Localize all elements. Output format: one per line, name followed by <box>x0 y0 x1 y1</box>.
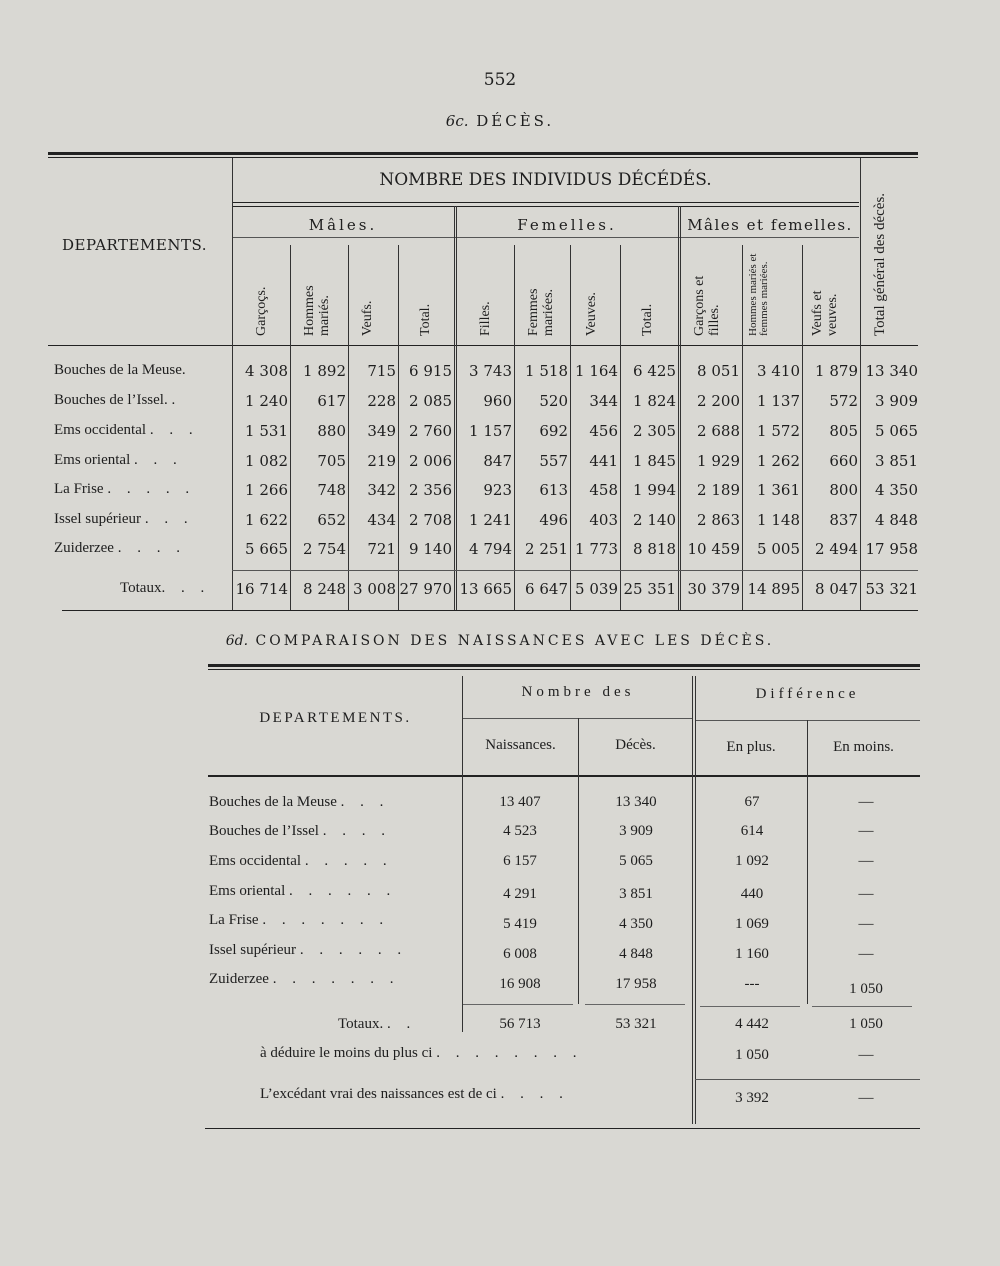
table-cell: — <box>858 886 874 902</box>
excess-label: L’excédant vrai des naissances est de ci . . . . <box>260 1086 569 1102</box>
col-header-veufs: Veufs. <box>360 300 375 336</box>
table-cell: 1 572 <box>757 422 800 440</box>
table-cell: 1 050 <box>849 1016 883 1032</box>
table-cell: 228 <box>367 392 396 410</box>
table-cell: — <box>858 853 874 869</box>
table-cell: 2 708 <box>409 511 452 529</box>
table-cell: 2 200 <box>697 392 740 410</box>
table-cell: 5 065 <box>875 422 918 440</box>
table-cell: 3 008 <box>353 580 396 598</box>
table-cell: 1 240 <box>245 392 288 410</box>
table-cell: 344 <box>589 392 618 410</box>
col-header-femmes-mariees: Femmes mariées. <box>526 288 556 336</box>
table-cell: 1 518 <box>525 362 568 380</box>
table-cell: — <box>858 916 874 932</box>
col-header-total-males: Total. <box>418 303 433 336</box>
table-cell: 6 647 <box>525 580 568 598</box>
totals-label-6d: Totaux. . . <box>338 1016 417 1032</box>
section-6c-title <box>0 112 1000 130</box>
table-cell: 456 <box>589 422 618 440</box>
table-row-label: La Frise . . . . . <box>54 481 196 497</box>
table-cell: 1 082 <box>245 452 288 470</box>
table-cell: 1 262 <box>757 452 800 470</box>
table-cell: 1 157 <box>469 422 512 440</box>
table-cell: 2 140 <box>633 511 676 529</box>
table-cell: 1 892 <box>303 362 346 380</box>
table-cell: 923 <box>483 481 512 499</box>
table-cell: --- <box>744 976 760 992</box>
table-cell: 4 350 <box>875 481 918 499</box>
table-cell: — <box>858 1090 874 1106</box>
table-cell: 1 148 <box>757 511 800 529</box>
table-cell: 2 305 <box>633 422 676 440</box>
table-cell: 1 994 <box>633 481 676 499</box>
table-cell: 4 350 <box>619 916 653 932</box>
table-cell: 1 266 <box>245 481 288 499</box>
main-header: NOMBRE DES INDIVIDUS DÉCÉDÉS. <box>379 170 712 190</box>
section-6c-heading: DÉCÈS. <box>476 112 555 130</box>
table-cell: 660 <box>829 452 858 470</box>
group-males: Mâles. <box>308 216 378 234</box>
table-cell: 13 665 <box>459 580 512 598</box>
table-row-label: Issel supérieur . . . <box>54 511 194 527</box>
table-cell: 8 051 <box>697 362 740 380</box>
table-cell: 219 <box>367 452 396 470</box>
table-cell: 557 <box>539 452 568 470</box>
table-cell: 16 714 <box>235 580 288 598</box>
table-cell: 692 <box>539 422 568 440</box>
table-cell: 715 <box>367 362 396 380</box>
table-cell: 652 <box>317 511 346 529</box>
table-cell: 496 <box>539 511 568 529</box>
table-cell: 2 085 <box>409 392 452 410</box>
table-cell: 2 863 <box>697 511 740 529</box>
table-cell: 1 773 <box>575 540 618 558</box>
table-cell: 1 050 <box>735 1047 769 1063</box>
table-cell: — <box>858 1047 874 1063</box>
group-males-females: Mâles et femelles. <box>687 216 853 234</box>
table-cell: 440 <box>740 886 764 902</box>
table-cell: 8 248 <box>303 580 346 598</box>
table-row-label: Bouches de la Meuse. <box>54 362 186 378</box>
table-cell: 25 351 <box>623 580 676 598</box>
table-cell: 1 092 <box>735 853 769 869</box>
group-females: Femelles. <box>517 216 617 234</box>
col-header-hommes-maries: Hommes mariés. <box>302 285 332 336</box>
table-cell: 614 <box>740 823 764 839</box>
table-cell: 5 005 <box>757 540 800 558</box>
table-cell: 13 407 <box>499 794 541 810</box>
table-cell: 4 848 <box>875 511 918 529</box>
table-cell: 2 356 <box>409 481 452 499</box>
table-row-label: Zuiderzee . . . . . . . <box>209 971 400 987</box>
table-cell: 3 909 <box>619 823 653 839</box>
table-cell: 6 157 <box>503 853 537 869</box>
table-cell: 56 713 <box>499 1016 541 1032</box>
table-cell: 1 050 <box>849 981 883 997</box>
table-row-label: Ems oriental . . . . . . <box>209 883 397 899</box>
totals-label: Totaux. . . <box>120 580 211 596</box>
table-cell: — <box>858 823 874 839</box>
table-cell: 6 425 <box>633 362 676 380</box>
table-cell: 3 392 <box>735 1090 769 1106</box>
table-cell: 16 908 <box>499 976 541 992</box>
table-cell: 13 340 <box>865 362 918 380</box>
table-cell: 5 665 <box>245 540 288 558</box>
table-cell: 6 915 <box>409 362 452 380</box>
table-cell: 17 958 <box>615 976 657 992</box>
table-cell: 613 <box>539 481 568 499</box>
table-cell: 1 361 <box>757 481 800 499</box>
table-cell: 748 <box>317 481 346 499</box>
col-header-deces: Décès. <box>615 737 656 753</box>
table-cell: 4 523 <box>503 823 537 839</box>
col-header-veufs-veuves: Veufs et veuves. <box>810 290 840 336</box>
table-cell: 8 818 <box>633 540 676 558</box>
table-cell: 1 845 <box>633 452 676 470</box>
table-cell: 1 824 <box>633 392 676 410</box>
table-cell: 847 <box>483 452 512 470</box>
table-cell: 721 <box>367 540 396 558</box>
table-cell: 1 160 <box>735 946 769 962</box>
table-cell: 1 531 <box>245 422 288 440</box>
table-cell: 1 137 <box>757 392 800 410</box>
section-6d-label: 6d. <box>225 633 249 649</box>
section-6d-title <box>0 633 1000 649</box>
col-header-total-general: Total général des décès. <box>872 192 888 336</box>
table-cell: 805 <box>829 422 858 440</box>
table-cell: 441 <box>589 452 618 470</box>
table-cell: 4 308 <box>245 362 288 380</box>
table-cell: 67 <box>744 794 760 810</box>
table-row-label: La Frise . . . . . . . <box>209 912 390 928</box>
table-cell: 5 039 <box>575 580 618 598</box>
table-cell: 617 <box>317 392 346 410</box>
table-cell: 1 241 <box>469 511 512 529</box>
table-cell: 4 291 <box>503 886 537 902</box>
table-cell: 5 419 <box>503 916 537 932</box>
table-cell: — <box>858 946 874 962</box>
table-cell: 27 970 <box>399 580 452 598</box>
table-cell: 837 <box>829 511 858 529</box>
table-cell: — <box>858 794 874 810</box>
table-cell: 3 851 <box>619 886 653 902</box>
table-cell: 403 <box>589 511 618 529</box>
table-cell: 434 <box>367 511 396 529</box>
table-row-label: Bouches de la Meuse . . . <box>209 794 390 810</box>
col-header-total-femelles: Total. <box>640 303 655 336</box>
table-cell: 30 379 <box>687 580 740 598</box>
group-header-nombre: Nombre des <box>521 684 635 700</box>
table-cell: 2 251 <box>525 540 568 558</box>
table-row-label: Ems occidental . . . <box>54 422 199 438</box>
table-cell: 10 459 <box>687 540 740 558</box>
table-cell: 800 <box>829 481 858 499</box>
table-cell: 5 065 <box>619 853 653 869</box>
table-cell: 4 794 <box>469 540 512 558</box>
table-row-label: Bouches de l’Issel . . . . <box>209 823 391 839</box>
table-row-label: Bouches de l’Issel. . <box>54 392 182 408</box>
table-cell: 1 069 <box>735 916 769 932</box>
table-cell: 960 <box>483 392 512 410</box>
table-cell: 2 189 <box>697 481 740 499</box>
table-cell: 53 321 <box>615 1016 657 1032</box>
col-header-maries: Hommes mariés et femmes mariées. <box>747 253 770 336</box>
table-cell: 705 <box>317 452 346 470</box>
table-cell: 17 958 <box>865 540 918 558</box>
deduct-label: à déduire le moins du plus ci . . . . . . . . <box>260 1045 583 1061</box>
col-header-en-plus: En plus. <box>726 739 776 755</box>
col-header-naissances: Naissances. <box>485 737 556 753</box>
table-cell: 520 <box>539 392 568 410</box>
table-cell: 458 <box>589 481 618 499</box>
table-row-label: Issel supérieur . . . . . . <box>209 942 408 958</box>
table-cell: 2 760 <box>409 422 452 440</box>
group-header-difference: Différence <box>755 686 860 702</box>
col-header-veuves: Veuves. <box>584 292 599 336</box>
table-cell: 2 006 <box>409 452 452 470</box>
table-cell: 9 140 <box>409 540 452 558</box>
table-cell: 3 410 <box>757 362 800 380</box>
section-6d-heading: COMPARAISON DES NAISSANCES AVEC LES DÉCÈS. <box>255 633 775 649</box>
table-cell: 6 008 <box>503 946 537 962</box>
table-cell: 2 688 <box>697 422 740 440</box>
section-6c-label: 6c. <box>445 112 469 130</box>
table-cell: 2 494 <box>815 540 858 558</box>
table-cell: 13 340 <box>615 794 657 810</box>
table-cell: 53 321 <box>865 580 918 598</box>
table-cell: 3 909 <box>875 392 918 410</box>
col-header-garcons-filles: Garçons et filles. <box>692 275 722 336</box>
table-cell: 572 <box>829 392 858 410</box>
table-cell: 349 <box>367 422 396 440</box>
table-cell: 3 743 <box>469 362 512 380</box>
table-cell: 4 442 <box>735 1016 769 1032</box>
stub-header-6d: DEPARTEMENTS. <box>259 710 412 726</box>
table-cell: 14 895 <box>747 580 800 598</box>
table-cell: 2 754 <box>303 540 346 558</box>
table-cell: 1 879 <box>815 362 858 380</box>
col-header-en-moins: En moins. <box>833 739 894 755</box>
table-cell: 342 <box>367 481 396 499</box>
col-header-garcons: Garçoçs. <box>254 286 269 336</box>
table-cell: 880 <box>317 422 346 440</box>
table-cell: 1 622 <box>245 511 288 529</box>
table-row-label: Ems occidental . . . . . <box>209 853 393 869</box>
table-cell: 1 164 <box>575 362 618 380</box>
table-cell: 8 047 <box>815 580 858 598</box>
table-row-label: Zuiderzee . . . . <box>54 540 186 556</box>
col-header-filles: Filles. <box>478 301 493 336</box>
stub-header: DEPARTEMENTS. <box>62 236 207 254</box>
table-cell: 3 851 <box>875 452 918 470</box>
table-cell: 4 848 <box>619 946 653 962</box>
page-number: 552 <box>483 70 517 90</box>
table-cell: 1 929 <box>697 452 740 470</box>
table-row-label: Ems oriental . . . <box>54 452 183 468</box>
